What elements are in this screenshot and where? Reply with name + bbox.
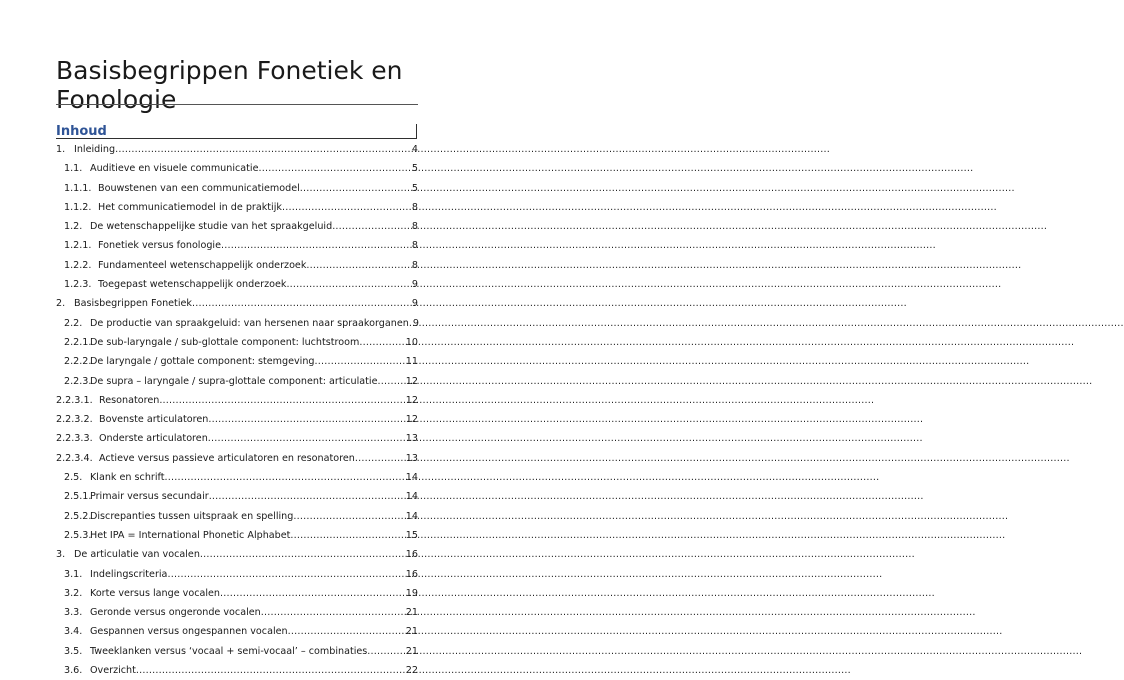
document-title-line-2: Fonologie xyxy=(56,85,177,114)
document-title-line-1: Basisbegrippen Fonetiek en xyxy=(56,56,403,85)
toc-entry[interactable] xyxy=(56,565,418,584)
toc-entry-number: 2.2.3. xyxy=(64,375,92,387)
toc-leader-dots xyxy=(208,429,406,448)
toc-entry[interactable] xyxy=(56,314,418,333)
toc-entry-title: Bouwstenen van een communicatiemodel xyxy=(98,182,300,194)
toc-entry-title: De supra – laryngale / supra-glottale component: articulatie xyxy=(90,375,378,387)
toc-entry-page-number: 12 xyxy=(405,414,418,426)
toc-entry-page-number: 19 xyxy=(405,587,418,599)
toc-entry-title: Actieve versus passieve articulatoren en resonatoren xyxy=(99,452,355,464)
toc-leader-dots xyxy=(288,622,406,641)
toc-entry-title: Klank en schrift xyxy=(90,472,165,484)
toc-entry-page-number: 14 xyxy=(405,510,418,522)
toc-entry[interactable] xyxy=(56,256,418,275)
toc-entry-number: 3.2. xyxy=(64,587,83,599)
toc-leader-dots xyxy=(115,140,412,159)
toc-entry-number: 3.5. xyxy=(64,645,83,657)
toc-entry[interactable] xyxy=(56,275,418,294)
toc-leader-dots xyxy=(221,236,412,255)
toc-leader-dots xyxy=(167,565,405,584)
toc-leader-dots xyxy=(200,545,406,564)
toc-heading: Inhoud xyxy=(56,124,107,139)
toc-entry-page-number: 8 xyxy=(411,201,418,213)
toc-entry-title: Tweeklanken versus ‘vocaal + semi-vocaal’ – combinaties xyxy=(90,645,368,657)
toc-entry-page-number: 14 xyxy=(405,491,418,503)
toc-entry-title: De wetenschappelijke studie van het spraakgeluid xyxy=(90,221,333,233)
toc-entry-title: Basisbegrippen Fonetiek xyxy=(74,298,192,310)
toc-entry-title: Indelingscriteria xyxy=(90,568,168,580)
toc-entry-number: 3.6. xyxy=(64,665,83,677)
toc-entry[interactable] xyxy=(56,603,418,622)
toc-entry-number: 2.2.1. xyxy=(64,336,92,348)
toc-leader-dots xyxy=(306,256,411,275)
toc-entry-title: Gespannen versus ongespannen vocalen xyxy=(90,626,288,638)
toc-entry-number: 1.2.1. xyxy=(64,240,92,252)
toc-leader-dots xyxy=(136,661,406,680)
toc-entry-number: 1.2. xyxy=(64,221,83,233)
toc-entry[interactable] xyxy=(56,217,418,236)
toc-entry[interactable] xyxy=(56,622,418,641)
toc-entry-number: 3. xyxy=(56,549,66,561)
toc-entry-number: 1.1.2. xyxy=(64,201,92,213)
toc-entry-title: Fonetiek versus fonologie xyxy=(98,240,222,252)
toc-entry[interactable] xyxy=(56,468,418,487)
toc-entry[interactable] xyxy=(56,352,418,371)
toc-entry-title: Inleiding xyxy=(74,144,116,155)
toc-entry[interactable] xyxy=(56,545,418,564)
toc-entry[interactable] xyxy=(56,507,418,526)
toc-entry-number: 2.2.3.1. xyxy=(56,394,93,406)
toc-leader-dots xyxy=(261,603,406,622)
toc-entry-number: 1.2.2. xyxy=(64,259,92,271)
toc-entry-page-number: 16 xyxy=(405,568,418,580)
toc-entry-page-number: 9 xyxy=(412,317,419,329)
toc-entry-number: 1.2.3. xyxy=(64,279,92,291)
toc-entry-number: 2.2.2. xyxy=(64,356,92,368)
toc-entry-page-number: 14 xyxy=(405,472,418,484)
toc-entry[interactable] xyxy=(56,584,418,603)
document-title xyxy=(56,56,420,114)
toc-entry-page-number: 21 xyxy=(405,607,418,619)
toc-entry-page-number: 9 xyxy=(411,298,418,310)
toc-entry[interactable] xyxy=(56,642,418,661)
toc-entry-page-number: 15 xyxy=(405,529,418,541)
toc-leader-dots xyxy=(377,372,405,391)
toc-entry-number: 1. xyxy=(56,144,66,155)
toc-entry-number: 2.2.3.3. xyxy=(56,433,93,445)
toc-leader-dots xyxy=(165,468,406,487)
toc-entry[interactable] xyxy=(56,487,418,506)
toc-heading-divider xyxy=(56,138,416,139)
toc-entry-title: De articulatie van vocalen xyxy=(74,549,200,561)
toc-entry-title: Bovenste articulatoren xyxy=(99,414,209,426)
toc-entry-number: 2. xyxy=(56,298,66,310)
toc-entry[interactable] xyxy=(56,159,418,178)
toc-entry-number: 2.5.3. xyxy=(64,529,92,541)
toc-entry-page-number: 13 xyxy=(405,452,418,464)
toc-entry-number: 2.2. xyxy=(64,317,83,329)
toc-entry-page-number: 21 xyxy=(405,645,418,657)
toc-entry[interactable] xyxy=(56,429,418,448)
toc-entry[interactable] xyxy=(56,449,418,468)
toc-leader-dots xyxy=(359,333,405,352)
toc-entry-title: Overzicht xyxy=(90,665,136,677)
toc-entry-title: Het communicatiemodel in de praktijk xyxy=(98,201,282,213)
toc-entry-page-number: 13 xyxy=(405,433,418,445)
toc-entry-number: 2.2.3.2. xyxy=(56,414,93,426)
toc-entry-page-number: 10 xyxy=(405,336,418,348)
toc-entry-title: Discrepanties tussen uitspraak en spelling xyxy=(90,510,294,522)
toc-entry-page-number: 8 xyxy=(411,259,418,271)
toc-entry[interactable] xyxy=(56,333,418,352)
document-page xyxy=(56,0,420,677)
toc-entry[interactable] xyxy=(56,661,418,680)
toc-leader-dots xyxy=(192,294,412,313)
toc-entry-page-number: 16 xyxy=(405,549,418,561)
toc-entry-title: De laryngale / gottale component: stemgeving xyxy=(90,356,315,368)
toc-leader-dots xyxy=(293,507,405,526)
toc-entry-page-number: 5 xyxy=(411,163,418,175)
table-of-contents xyxy=(56,140,418,680)
toc-entry-page-number: 5 xyxy=(411,182,418,194)
toc-entry-page-number: 8 xyxy=(411,221,418,233)
toc-leader-dots xyxy=(209,487,406,506)
toc-entry-number: 3.3. xyxy=(64,607,83,619)
toc-leader-dots xyxy=(208,410,405,429)
toc-entry-title: De sub-laryngale / sub-glottale component: luchtstroom xyxy=(90,336,360,348)
toc-entry-page-number: 22 xyxy=(405,665,418,677)
toc-entry-number: 3.1. xyxy=(64,568,83,580)
toc-leader-dots xyxy=(286,275,411,294)
toc-entry-number: 2.2.3.4. xyxy=(56,452,93,464)
toc-entry-number: 2.5. xyxy=(64,472,83,484)
toc-entry-title: Onderste articulatoren xyxy=(99,433,208,445)
toc-entry-page-number: 4 xyxy=(411,144,418,155)
toc-leader-dots xyxy=(290,526,405,545)
toc-entry-title: Resonatoren xyxy=(99,394,160,406)
toc-entry[interactable] xyxy=(56,372,418,391)
toc-entry[interactable] xyxy=(56,294,418,313)
toc-entry[interactable] xyxy=(56,526,418,545)
title-divider xyxy=(56,104,418,105)
toc-leader-dots xyxy=(332,217,412,236)
toc-entry-number: 3.4. xyxy=(64,626,83,638)
toc-heading-corner-mark xyxy=(416,124,417,139)
toc-entry[interactable] xyxy=(56,198,418,217)
toc-leader-dots xyxy=(258,159,411,178)
toc-entry-page-number: 21 xyxy=(405,626,418,638)
toc-entry[interactable] xyxy=(56,236,418,255)
toc-entry-page-number: 8 xyxy=(411,240,418,252)
toc-leader-dots xyxy=(367,642,406,661)
toc-entry-page-number: 12 xyxy=(405,394,418,406)
toc-entry-number: 2.5.1. xyxy=(64,491,92,503)
toc-entry-number: 2.5.2. xyxy=(64,510,92,522)
toc-entry-number: 1.1.1. xyxy=(64,182,92,194)
toc-leader-dots xyxy=(300,179,412,198)
toc-entry[interactable] xyxy=(56,391,418,410)
toc-entry-title: Geronde versus ongeronde vocalen xyxy=(90,607,261,619)
toc-entry-title: Korte versus lange vocalen xyxy=(90,587,221,599)
toc-entry-title: Het IPA = International Phonetic Alphabet xyxy=(90,529,291,541)
toc-entry-title: Primair versus secundair xyxy=(90,491,209,503)
toc-leader-dots xyxy=(282,198,412,217)
toc-leader-dots xyxy=(315,352,406,371)
toc-entry-page-number: 9 xyxy=(411,279,418,291)
toc-entry-title: Auditieve en visuele communicatie xyxy=(90,163,259,175)
toc-entry-title: Fundamenteel wetenschappelijk onderzoek xyxy=(98,259,307,271)
toc-entry[interactable] xyxy=(56,410,418,429)
toc-entry-title: De productie van spraakgeluid: van hersenen naar spraakorganen xyxy=(90,317,409,329)
toc-leader-dots xyxy=(220,584,406,603)
toc-leader-dots xyxy=(355,449,406,468)
toc-leader-dots xyxy=(159,391,405,410)
toc-entry-number: 1.1. xyxy=(64,163,83,175)
toc-entry[interactable] xyxy=(56,140,418,159)
toc-entry-page-number: 11 xyxy=(405,356,418,368)
toc-entry-title: Toegepast wetenschappelijk onderzoek xyxy=(98,279,287,291)
toc-entry-page-number: 12 xyxy=(405,375,418,387)
toc-entry[interactable] xyxy=(56,179,418,198)
